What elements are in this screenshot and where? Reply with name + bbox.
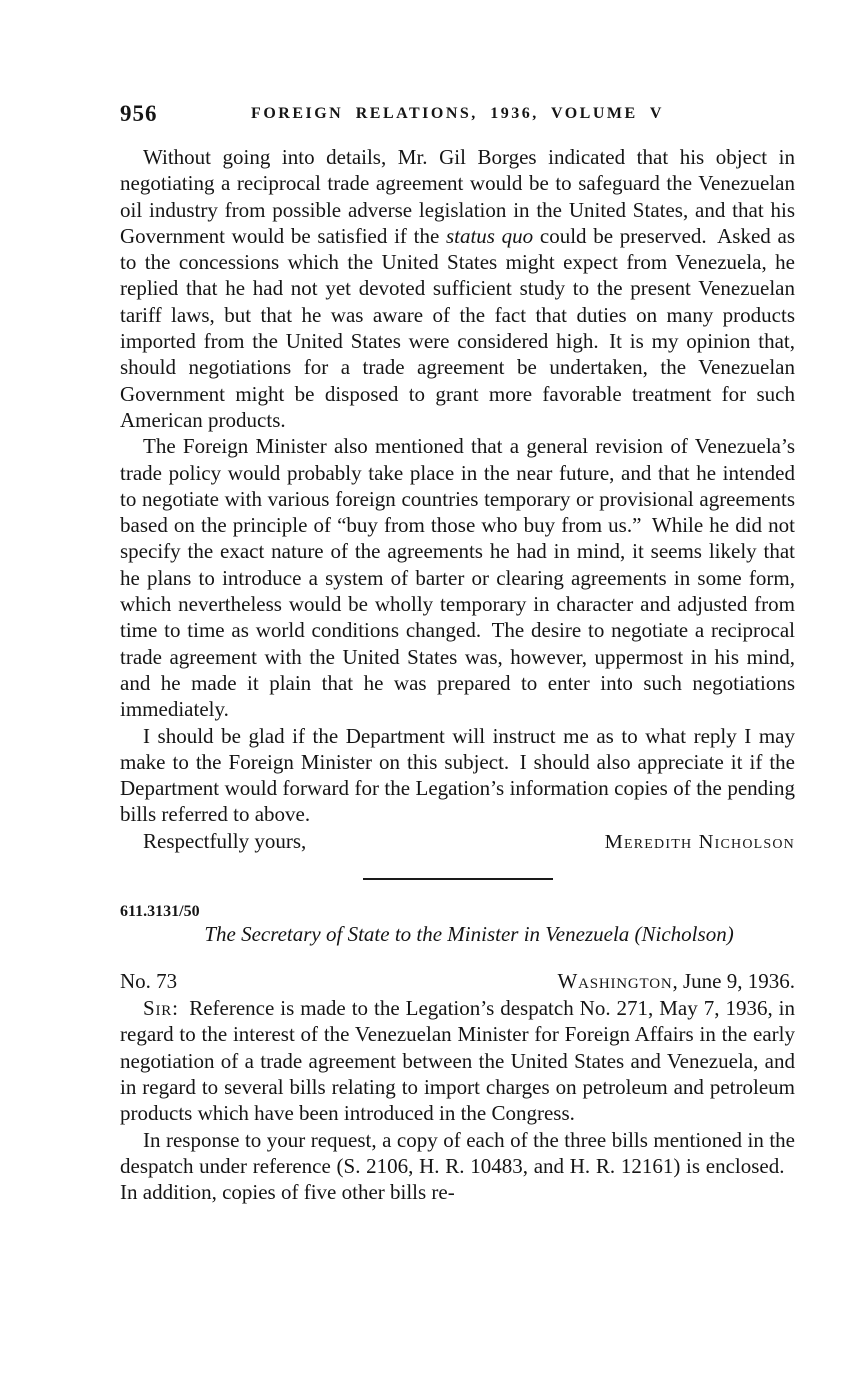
place-name: Washington	[557, 969, 673, 994]
paragraph-text: Without going into details, Mr. Gil Borges indicated that his object in negotiating a reciprocal trade agreement would be to safeguard the Venezuelan oil industry from possible adverse legislation in the United States, and that his Government would be satisfied if the	[120, 145, 795, 248]
archive-file-number: 611.3131/50	[120, 903, 200, 921]
paragraph-despatch-2: The Foreign Minister also mentioned that a general revision of Venezuela’s trade policy would probably take place in the near future, and that he intended to negotiate with various foreign countries temporary or provisional agreements based on the principle of “buy from those who buy from us.” While he did not specify the exact nature of the agreements he had in mind, it seems likely that he plans to introduce a system of barter or clearing agreements in some form, which nevertheless would be wholly temporary in character and adjusted from time to time as world conditions changed. The desire to negotiate a reciprocal trade agreement with the United States was, however, uppermost in his mind, and he made it plain that he was prepared to enter into such negotiations immediately.	[120, 434, 795, 722]
paragraph-letter-1	[120, 995, 795, 1126]
closing-phrase: Respectfully yours,	[143, 828, 307, 853]
date-text: , June 9, 1936.	[672, 969, 795, 994]
signature-name: Meredith Nicholson	[604, 830, 795, 853]
paragraph-despatch-1	[120, 144, 795, 433]
page-header	[120, 101, 795, 125]
section-divider-rule	[363, 878, 553, 880]
page-number: 956	[120, 101, 158, 126]
paragraph-despatch-3: I should be glad if the Department will instruct me as to what reply I may make to the Foreign Minister on this subject. I should also appreciate it if the Department would forward for the Legation’s information copies of the pending bills referred to above.	[120, 723, 795, 827]
paragraph-text: could be preserved. Asked as to the concessions which the United States might expect from Venezuela, he replied that he had not yet devoted sufficient study to the present Venezuelan tariff laws, but that he was aware of the fact that duties on many products imported from the United States were considered high. It is my opinion that, should negotiations for a trade agreement be undertaken, the Venezuelan Government might be disposed to grant more favorable treatment for such American products.	[120, 223, 795, 432]
italic-phrase: status quo	[445, 223, 534, 248]
salutation: Sir:	[143, 996, 179, 1021]
dateline	[120, 968, 795, 995]
page-body	[120, 144, 795, 1205]
document-number: No. 73	[120, 969, 178, 994]
paragraph-letter-2: In response to your request, a copy of each of the three bills mentioned in the despatch under reference (S. 2106, H. R. 10483, and H. R. 12161) is enclosed. In addition, copies of five other bills re-	[120, 1127, 795, 1205]
running-header: FOREIGN RELATIONS, 1936, VOLUME V	[251, 105, 664, 122]
document-heading: The Secretary of State to the Minister in Venezuela (Nicholson)	[204, 922, 734, 947]
place-and-date	[557, 968, 795, 995]
paragraph-text: Reference is made to the Legation’s despatch No. 271, May 7, 1936, in regard to the interest of the Venezuelan Minister for Foreign Affairs in the early negotiation of a trade agreement between the United States and Venezuela, and in regard to several bills relating to import charges on petroleum and petroleum products which have been introduced in the Congress.	[120, 996, 795, 1126]
closing-line	[120, 828, 795, 855]
